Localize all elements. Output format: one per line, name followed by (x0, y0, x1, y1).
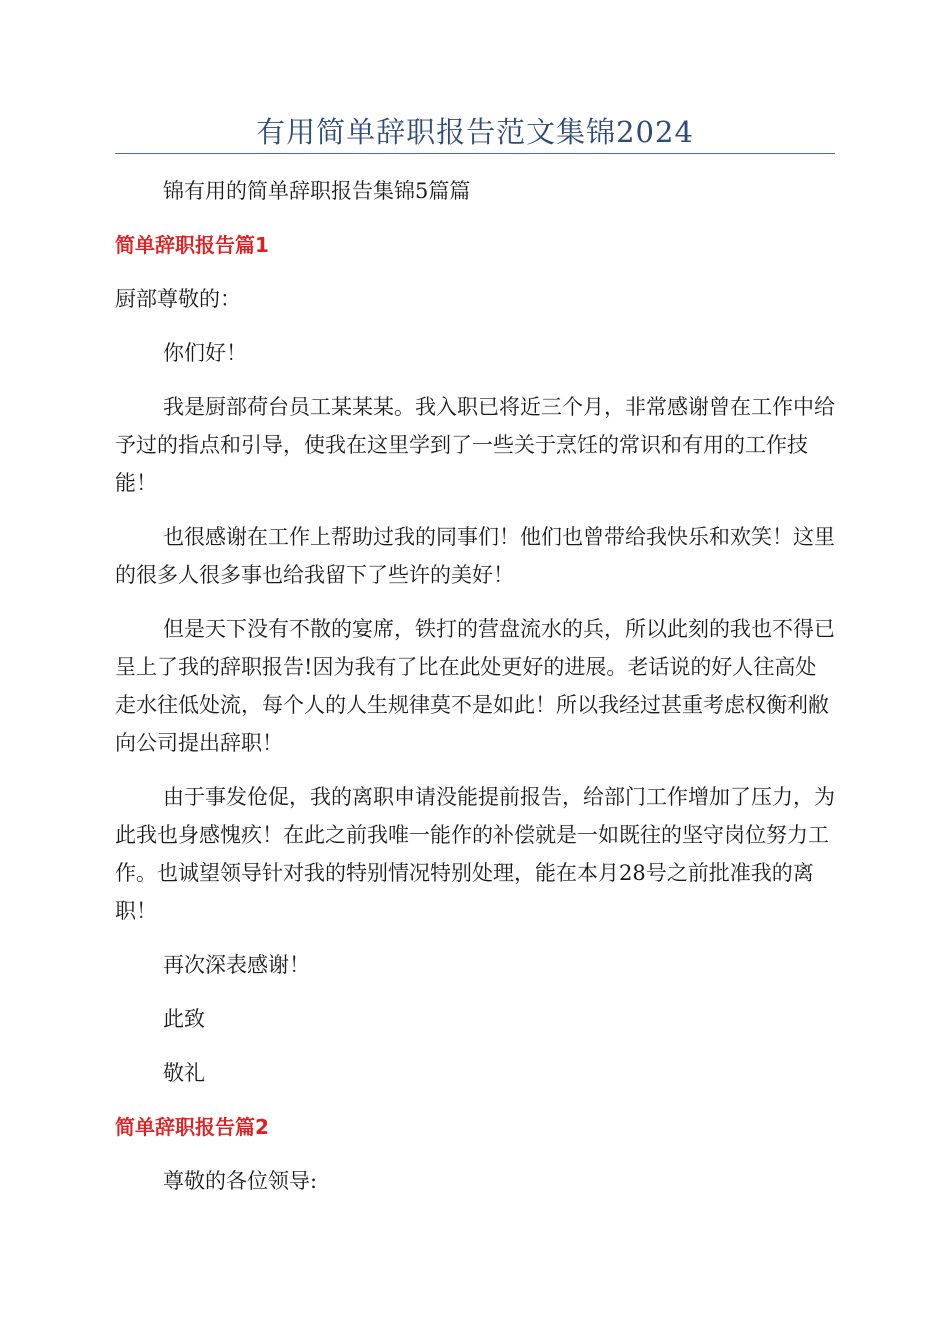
section-1-paragraph-4: 由于事发伧促，我的离职申请没能提前报告，给部门工作增加了压力，为此我也身感愧疚！在此之前我唯一能作的补偿就是一如既往的坚守岗位努力工作。也诚望领导针对我的特别情况特别处理，能在本月28号之前批准我的离职！ (115, 785, 835, 923)
section-1-paragraph-3: 但是天下没有不散的宴席，铁打的营盘流水的兵，所以此刻的我也不得已呈上了我的辞职报告!因为我有了比在此处更好的进展。老话说的好人往高处走水往低处流，每个人的人生规律莫不是如此！所以我经过甚重考虑权衡利敝向公司提出辞职！ (115, 617, 835, 755)
title-underline (115, 153, 835, 154)
section-1-paragraph-1: 我是厨部荷台员工某某某。我入职已将近三个月，非常感谢曾在工作中给予过的指点和引导，使我在这里学到了一些关于烹饪的常识和有用的工作技能！ (115, 395, 835, 495)
document-subtitle: 锦有用的简单辞职报告集锦5篇篇 (163, 179, 471, 203)
section-1-salutation: 厨部尊敬的： (115, 287, 241, 311)
section-1-greeting: 你们好！ (163, 341, 247, 365)
section-1-closing-1: 此致 (163, 1007, 205, 1031)
section-2-heading: 简单辞职报告篇2 (115, 1115, 269, 1139)
section-1-thanks: 再次深表感谢！ (163, 953, 310, 977)
document-title: 有用简单辞职报告范文集锦2024 (256, 115, 694, 149)
section-1-heading: 简单辞职报告篇1 (115, 233, 269, 257)
section-1-paragraph-2: 也很感谢在工作上帮助过我的同事们！他们也曾带给我快乐和欢笑！这里的很多人很多事也给我留下了些许的美好！ (115, 525, 835, 587)
section-1-closing-2: 敬礼 (163, 1061, 205, 1085)
document-body (115, 172, 835, 1200)
section-2-salutation: 尊敬的各位领导: (163, 1169, 318, 1193)
